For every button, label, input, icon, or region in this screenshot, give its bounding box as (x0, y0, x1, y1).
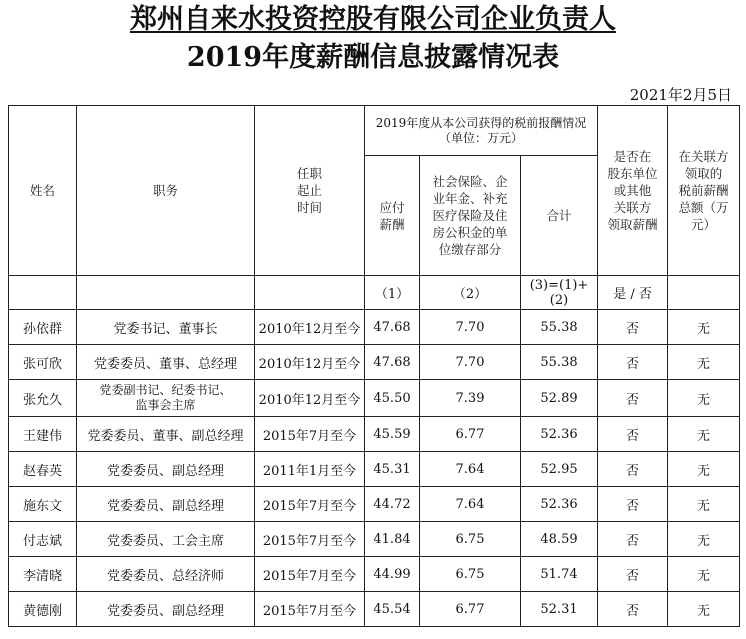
cell-total: 51.74 (521, 557, 598, 592)
cell-position: 党委委员、工会主席 (77, 522, 255, 557)
header-position: 职务 (77, 106, 255, 276)
cell-payable: 45.50 (365, 380, 420, 417)
cell-insurance: 6.77 (420, 592, 521, 627)
cell-insurance: 6.75 (420, 557, 521, 592)
cell-shareholder: 否 (598, 310, 668, 345)
cell-total: 48.59 (521, 522, 598, 557)
cell-term: 2010年12月至今 (255, 345, 365, 380)
table-row (9, 417, 740, 452)
cell-name: 施东文 (9, 487, 77, 522)
cell-position: 党委委员、总经济师 (77, 557, 255, 592)
code-payable: （1） (365, 276, 420, 310)
document-date: 2021年2月5日 (629, 86, 732, 104)
cell-insurance: 7.70 (420, 345, 521, 380)
cell-insurance: 7.70 (420, 310, 521, 345)
header-insurance: 社会保险、企 业年金、补充 医疗保险及住 房公积金的单 位缴存部分 (420, 156, 521, 276)
cell-insurance: 6.75 (420, 522, 521, 557)
table-row (9, 592, 740, 627)
cell-term: 2010年12月至今 (255, 310, 365, 345)
cell-total: 52.95 (521, 452, 598, 487)
code-cell-empty (668, 276, 740, 310)
cell-name: 孙依群 (9, 310, 77, 345)
cell-payable: 44.99 (365, 557, 420, 592)
table-row (9, 310, 740, 345)
cell-payable: 45.31 (365, 452, 420, 487)
cell-insurance: 6.77 (420, 417, 521, 452)
table-row (9, 557, 740, 592)
cell-position: 党委委员、副总经理 (77, 487, 255, 522)
cell-name: 张可欣 (9, 345, 77, 380)
cell-related: 无 (668, 310, 740, 345)
table-row (9, 522, 740, 557)
cell-term: 2015年7月至今 (255, 592, 365, 627)
cell-related: 无 (668, 557, 740, 592)
cell-shareholder: 否 (598, 592, 668, 627)
cell-total: 52.36 (521, 487, 598, 522)
table-row (9, 452, 740, 487)
code-cell-empty (9, 276, 77, 310)
cell-position: 党委委员、副总经理 (77, 452, 255, 487)
cell-related: 无 (668, 487, 740, 522)
header-related: 在关联方 领取的 税前薪酬 总额（万 元） (668, 106, 740, 276)
cell-term: 2015年7月至今 (255, 557, 365, 592)
code-yesno: 是 / 否 (598, 276, 668, 310)
cell-shareholder: 否 (598, 345, 668, 380)
code-cell-empty (77, 276, 255, 310)
cell-related: 无 (668, 380, 740, 417)
cell-payable: 44.72 (365, 487, 420, 522)
cell-insurance: 7.39 (420, 380, 521, 417)
cell-position: 党委委员、董事、副总经理 (77, 417, 255, 452)
cell-position: 党委书记、董事长 (77, 310, 255, 345)
cell-term: 2015年7月至今 (255, 417, 365, 452)
cell-total: 52.31 (521, 592, 598, 627)
cell-payable: 47.68 (365, 310, 420, 345)
cell-term: 2015年7月至今 (255, 522, 365, 557)
cell-name: 王建伟 (9, 417, 77, 452)
cell-total: 52.89 (521, 380, 598, 417)
cell-name: 赵春英 (9, 452, 77, 487)
cell-shareholder: 否 (598, 380, 668, 417)
header-payable: 应付 薪酬 (365, 156, 420, 276)
cell-payable: 45.54 (365, 592, 420, 627)
cell-name: 黄德刚 (9, 592, 77, 627)
cell-payable: 45.59 (365, 417, 420, 452)
cell-term: 2015年7月至今 (255, 487, 365, 522)
header-total: 合计 (521, 156, 598, 276)
cell-payable: 41.84 (365, 522, 420, 557)
cell-shareholder: 否 (598, 557, 668, 592)
cell-payable: 47.68 (365, 345, 420, 380)
code-total: (3)=(1)+(2) (521, 276, 598, 310)
cell-total: 55.38 (521, 310, 598, 345)
cell-related: 无 (668, 417, 740, 452)
header-name: 姓名 (9, 106, 77, 276)
cell-related: 无 (668, 522, 740, 557)
cell-related: 无 (668, 345, 740, 380)
salary-disclosure-table (8, 105, 740, 627)
cell-name: 付志斌 (9, 522, 77, 557)
header-term: 任职 起止 时间 (255, 106, 365, 276)
table-row (9, 487, 740, 522)
code-insurance: （2） (420, 276, 521, 310)
cell-position: 党委委员、董事、总经理 (77, 345, 255, 380)
header-salary-group: 2019年度从本公司获得的税前报酬情况 （单位：万元） (365, 106, 598, 156)
cell-total: 55.38 (521, 345, 598, 380)
cell-shareholder: 否 (598, 417, 668, 452)
document-title-line1: 郑州自来水投资控股有限公司企业负责人 (130, 4, 616, 35)
cell-position: 党委委员、副总经理 (77, 592, 255, 627)
cell-related: 无 (668, 452, 740, 487)
cell-name: 李清晓 (9, 557, 77, 592)
cell-insurance: 7.64 (420, 452, 521, 487)
table-row (9, 380, 740, 417)
cell-term: 2010年12月至今 (255, 380, 365, 417)
cell-shareholder: 否 (598, 487, 668, 522)
document-title-line2: 2019年度薪酬信息披露情况表 (186, 42, 560, 73)
table-row (9, 345, 740, 380)
cell-term: 2011年1月至今 (255, 452, 365, 487)
cell-name: 张允久 (9, 380, 77, 417)
cell-shareholder: 否 (598, 452, 668, 487)
cell-shareholder: 否 (598, 522, 668, 557)
cell-related: 无 (668, 592, 740, 627)
code-cell-empty (255, 276, 365, 310)
header-shareholder: 是否在 股东单位 或其他 关联方 领取薪酬 (598, 106, 668, 276)
cell-position: 党委副书记、纪委书记、 监事会主席 (77, 380, 255, 417)
cell-total: 52.36 (521, 417, 598, 452)
cell-insurance: 7.64 (420, 487, 521, 522)
